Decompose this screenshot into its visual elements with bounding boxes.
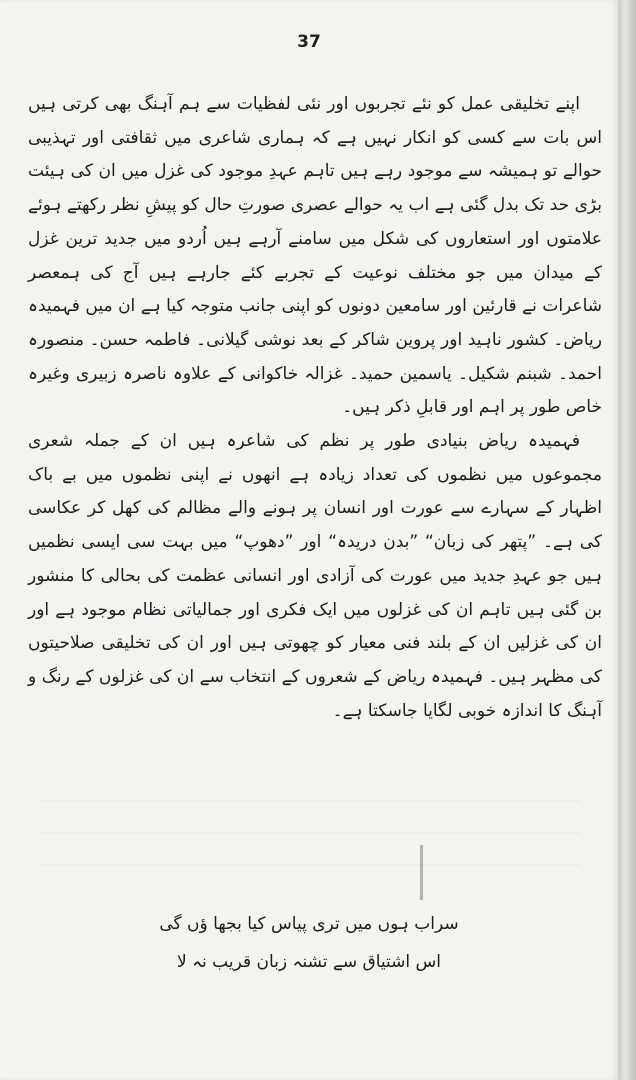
- body-text: [28, 88, 602, 728]
- show-through-bleed: [40, 800, 580, 880]
- pen-mark: [420, 845, 423, 900]
- page-edge: [618, 0, 636, 1080]
- verse-couplet: [0, 905, 618, 981]
- paragraph-1: اپنے تخلیقی عمل کو نئے تجربوں اور نئی لفظیات سے ہم آہنگ بھی کرتی ہیں اس بات سے کسی کو انکار نہیں ہے کہ ہماری شاعری میں ثقافتی اور تہذیبی حوالے تو ہمیشہ سے موجود رہے ہیں تاہم عہدِ موجود کی غزل میں ان کی ہیئت بڑی حد تک بدل گئی ہے اب یہ حوالے عصری صورتِ حال کو پیشِ نظر رکھتے ہوئے علامتوں اور استعاروں کی شکل میں سامنے آرہے ہیں اُردو میں جدید ترین غزل کے میدان میں جو مختلف نوعیت کے تجربے کئے جارہے ہیں آج کی ہمعصر شاعرات نے قارئین اور سامعین دونوں کو اپنی جانب متوجہ کیا ہے ان میں فہمیدہ ریاض۔ کشور ناہید اور پروین شاکر کے بعد نوشی گیلانی۔ فاطمہ حسن۔ منصورہ احمد۔ شبنم شکیل۔ یاسمین حمید۔ غزالہ خاکوانی کے علاوہ ناصرہ زبیری وغیرہ خاص طور پر اہم اور قابلِ ذکر ہیں۔: [28, 94, 602, 418]
- verse-line-2: اس اشتیاق سے تشنہ زبان قریب نہ لا: [176, 952, 441, 972]
- paragraph-2: فہمیدہ ریاض بنیادی طور پر نظم کی شاعرہ ہیں ان کے جملہ شعری مجموعوں میں نظموں کی تعداد زیادہ ہے انھوں نے اپنی نظموں میں بے باک اظہار کے سہارے سے عورت اور انسان پر ہونے والے مظالم کی کھل کر عکاسی کی ہے۔ ”پتھر کی زبان“ ”بدن دریدہ“ اور ”دھوپ“ میں بہت سی ایسی نظمیں ہیں جو عہدِ جدید میں عورت کی آزادی اور انسانی عظمت کی بحالی کا منشور بن گئی ہیں تاہم ان کی غزلوں میں ایک فکری اور جمالیاتی نظام موجود ہے اور ان کی غزلیں ان کے بلند فنی معیار کو چھوتی ہیں اور ان کی تخلیقی صلاحیتوں کی مظہر ہیں۔ فہمیدہ ریاض کے شعروں کے انتخاب سے ان کی غزلوں کے رنگ و آہنگ کا اندازہ خوبی لگایا جاسکتا ہے۔: [28, 431, 602, 721]
- verse-line-1: سراب ہوں میں تری پیاس کیا بجھا ؤں گی: [159, 914, 459, 934]
- page-number: 37: [297, 32, 321, 52]
